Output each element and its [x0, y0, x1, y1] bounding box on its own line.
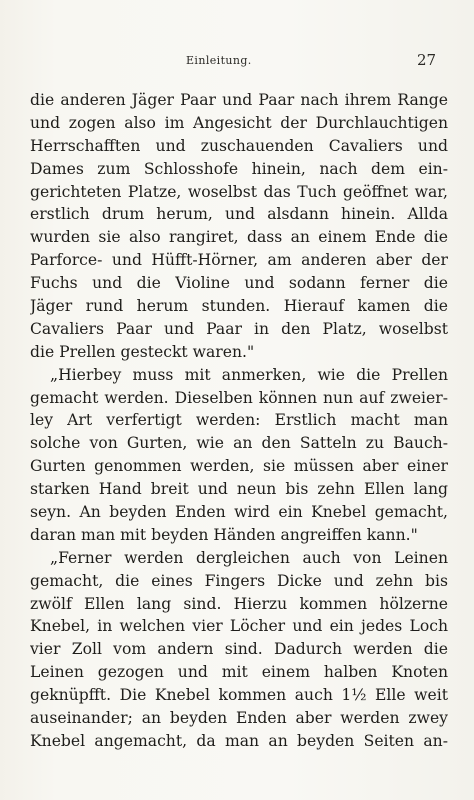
text-line: wurden sie also rangiret, dass an einem Ende die — [30, 228, 448, 247]
text-line: zwölf Ellen lang sind. Hierzu kommen hölzerne — [30, 594, 448, 613]
text-line: Jäger rund herum stunden. Hierauf kamen die — [30, 297, 448, 316]
page-header — [0, 51, 474, 74]
text-line: die anderen Jäger Paar und Paar nach ihrem Range — [30, 91, 448, 109]
text-line: gemacht, die eines Fingers Dicke und zehn bis — [30, 571, 448, 590]
text-line: Parforce- und Hüfft-Hörner, am anderen aber der — [30, 251, 448, 270]
text-line: gemacht werden. Dieselben können nun auf zweier- — [30, 388, 448, 407]
text-line: solche von Gurten, wie an den Satteln zu Bauch- — [30, 434, 448, 453]
text-line: gerichteten Platze, woselbst das Tuch geöffnet war, — [30, 182, 448, 201]
text-line: Gurten genommen werden, sie müssen aber einer — [30, 457, 448, 476]
text-line: „Ferner werden dergleichen auch von Leinen — [50, 548, 448, 567]
text-line: Herrschafften und zuschauenden Cavaliers und — [30, 136, 448, 155]
text-line: ley Art verfertigt werden: Erstlich macht man — [30, 411, 448, 430]
text-line: Fuchs und die Violine und sodann ferner die — [30, 274, 448, 293]
text-line: Knebel angemacht, da man an beyden Seiten an- — [30, 731, 448, 750]
text-line: Dames zum Schlosshofe hinein, nach dem ein- — [30, 159, 448, 178]
text-line: erstlich drum herum, und alsdann hinein. Allda — [30, 205, 448, 224]
text-line: Cavaliers Paar und Paar in den Platz, woselbst — [30, 319, 448, 338]
page-number: 27 — [417, 51, 437, 69]
text-line: starken Hand breit und neun bis zehn Ellen lang — [30, 480, 448, 499]
text-line: auseinander; an beyden Enden aber werden zwey — [30, 709, 448, 728]
text-line: Leinen gezogen und mit einem halben Knoten — [30, 663, 448, 682]
text-line: Knebel, in welchen vier Löcher und ein jedes Loch — [30, 617, 448, 636]
running-title: Einleitung. — [186, 54, 252, 67]
text-line: die Prellen gesteckt waren." — [30, 342, 255, 361]
text-line: seyn. An beyden Enden wird ein Knebel gemacht, — [30, 503, 448, 522]
text-line: geknüpfft. Die Knebel kommen auch 1½ Elle weit — [30, 686, 448, 705]
text-line: vier Zoll vom andern sind. Dadurch werden die — [30, 640, 448, 659]
body-text — [30, 89, 448, 753]
text-line: daran man mit beyden Händen angreiffen kann." — [30, 525, 418, 544]
text-line: „Hierbey muss mit anmerken, wie die Prellen — [50, 365, 448, 384]
text-line: und zogen also im Angesicht der Durchlauchtigen — [30, 113, 448, 132]
